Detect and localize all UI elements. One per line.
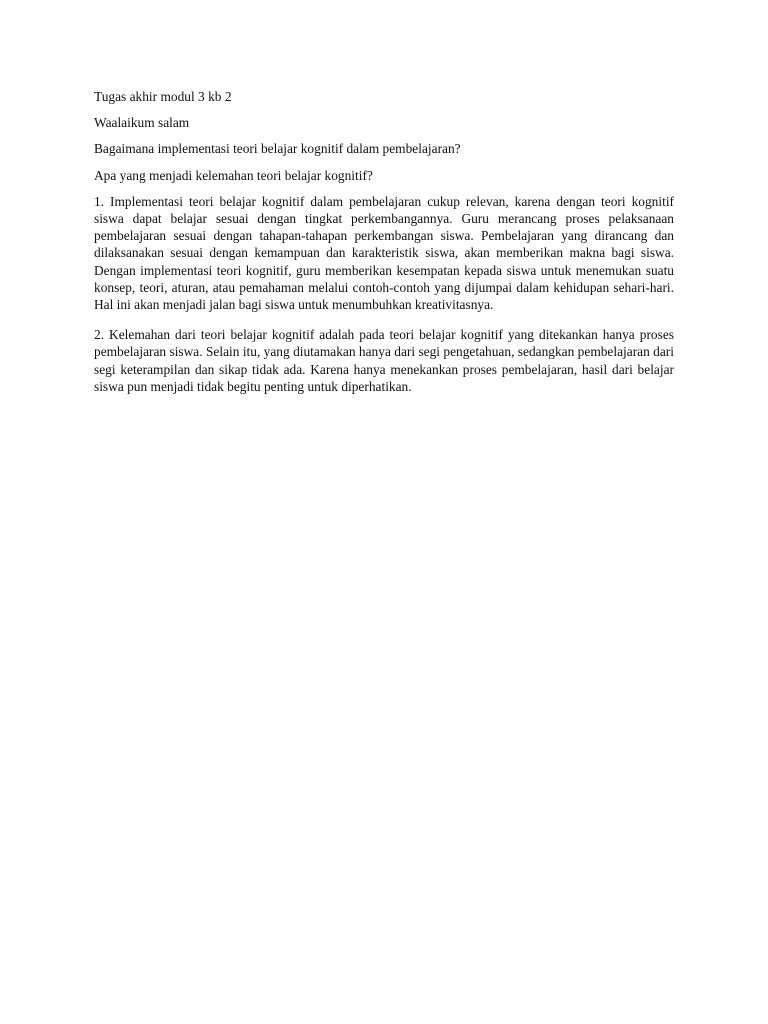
document-body — [94, 88, 674, 404]
document-title: Tugas akhir modul 3 kb 2 — [94, 89, 232, 104]
answer-1-paragraph: 1. Implementasi teori belajar kognitif dalam pembelajaran cukup relevan, karena dengan teori kognitif siswa dapat belajar sesuai dengan tingkat perkembangannya. Guru merancang proses pelaksanaan pembelajaran sesuai dengan tahapan-tahapan perkembangan siswa. Pembelajaran yang dirancang dan dilaksanakan sesuai dengan kemampuan dan karakteristik siswa, akan memberikan makna bagi siswa. Dengan implementasi teori kognitif, guru memberikan kesempatan kepada siswa untuk menemukan suatu konsep, teori, aturan, atau pemahaman melalui contoh-contoh yang dijumpai dalam kehidupan sehari-hari. Hal ini akan menjadi jalan bagi siswa untuk menumbuhkan kreativitasnya. — [94, 193, 674, 313]
question-1: Bagaimana implementasi teori belajar kognitif dalam pembelajaran? — [94, 141, 461, 157]
greeting: Waalaikum salam — [94, 115, 190, 131]
question-2: Apa yang menjadi kelemahan teori belajar kognitif? — [94, 167, 373, 183]
answer-2-paragraph: 2. Kelemahan dari teori belajar kognitif adalah pada teori belajar kognitif yang ditekankan hanya proses pembelajaran siswa. Selain itu, yang diutamakan hanya dari segi pengetahuan, sedangkan pembelajaran dari segi keterampilan dan sikap tidak ada. Karena hanya menekankan proses pembelajaran, hasil dari belajar siswa pun menjadi tidak begitu penting untuk diperhatikan. — [94, 327, 674, 394]
